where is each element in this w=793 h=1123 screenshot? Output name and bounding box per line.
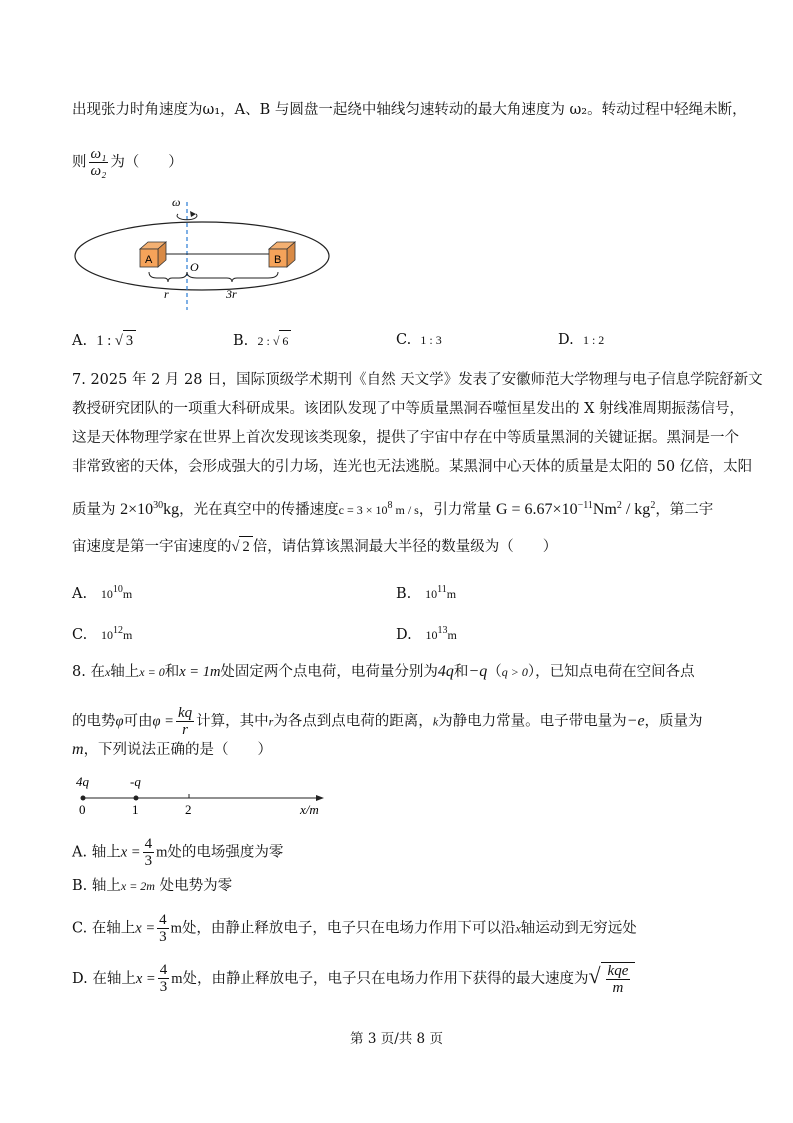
omega-ratio [89,146,109,179]
text: ，第二宇 [655,501,714,518]
text: ，光在真空中的传播速度 [179,501,339,518]
numerator: kq [177,705,193,721]
numerator: kqe [607,963,629,979]
var: φ [115,713,124,730]
option-value: 1 : 3 [420,333,442,347]
option-value: 1 : [96,333,115,349]
q7-option-b[interactable] [396,580,456,604]
text: 质量为 [72,501,121,518]
text: ），已知点电荷在空间各点 [527,664,695,680]
text: ，质量为 [644,713,703,730]
fraction [143,836,155,869]
text: 计算，其中 [196,713,269,730]
q7-option-a[interactable] [72,580,132,604]
sqrt-value: 2 [239,536,252,557]
equation: φ = [152,713,174,730]
unit: m [123,627,133,642]
axis-label: x/m [300,802,319,817]
q7-option-d[interactable] [396,621,457,645]
q8-option-d[interactable]: D. 在轴上x = $\frac{4}{3}$ m处，由静止释放电子，电子只在电场力作用下获得的最大速度为√ $\frac{\text{kqe}}{m}$ [72,962,635,996]
rotating-disk-figure [72,194,332,312]
exponent: −11 [577,500,593,511]
charge-label-1: 4q [76,774,89,789]
text: 则 [72,154,87,171]
q6-option-b[interactable]: B. 2 : √ 6 [233,330,291,351]
q6-stem-line1: 出现张力时角速度为ω₁，A、B 与圆盘一起绕中轴线匀速转动的最大角速度为 ω₂。转动过程中轻绳未断， [72,102,747,118]
q8-line2 [72,705,703,738]
q6-option-c[interactable] [396,330,442,350]
center-label: O [190,260,199,274]
tick-label-2: 2 [185,802,192,817]
q8-line3 [72,740,272,760]
speed-fraction [606,963,631,996]
text: 和 [453,664,469,680]
charge-label-2: -q [130,774,141,789]
exponent: 30 [153,500,164,511]
text: 宙速度是第一宇宙速度的 [72,539,232,555]
text: 轴上 [110,664,140,680]
var: r [268,714,274,729]
sqrt-value: 3 [123,330,136,351]
equation: x = [135,970,156,987]
fraction [157,912,169,945]
x-axis-figure [72,770,332,820]
r-label: r [164,287,169,301]
text: A. 轴上 [72,844,121,861]
text: 为（ ） [110,154,183,171]
numerator: ω₁ [90,146,107,162]
text: （ [487,664,502,680]
text: 处，由静止释放电子，电子只在电场力作用下获得的最大速度为 [182,970,589,987]
page-footer: 第 3 页/共 8 页 [350,1031,443,1047]
equation: x = [120,844,141,861]
unit: m / s [392,502,419,517]
q8-option-a[interactable] [72,836,283,869]
q8-line1 [72,662,695,682]
var: x [515,921,521,936]
unit: m [170,920,182,937]
text: 可由 [123,713,153,730]
text: 处的电场强度为零 [167,844,284,861]
q7-line2: 教授研究团队的一项重大科研成果。该团队发现了中等质量黑洞吞噬恒星发出的 X 射线准周期振荡信号， [72,401,745,417]
exponent: 11 [437,584,447,595]
block-a-label: A [145,254,153,266]
text: 轴运动到无穷远处 [520,920,637,937]
position: x = 1m [179,664,221,680]
exponent: 10 [112,584,123,595]
text: 的电势 [72,713,116,730]
sqrt-value: 6 [279,330,291,351]
denominator: ω₂ [90,163,107,179]
gravity-constant: G = 6.67×10 [495,500,578,518]
option-label: C. [72,626,88,643]
var: x [104,665,111,679]
exponent: 13 [437,625,448,636]
condition: q > 0 [501,665,528,679]
option-label: B. [396,585,412,602]
exponent: 8 [387,500,393,511]
potential-fraction [176,705,194,738]
text: 处固定两个点电荷，电荷量分别为 [220,664,438,680]
3r-label: 3r [226,287,237,301]
q7-line1: 7. 2025 年 2 月 28 日，国际顶级学术期刊《自然 天文学》发表了安徽师范大学物理与电子信息学院舒新文 [72,372,763,388]
q6-option-a[interactable]: A. 1 : √ 3 [72,330,136,351]
option-label: C. [396,332,412,348]
q8-option-b[interactable] [72,876,232,896]
brace-right [187,272,278,282]
denominator: 3 [144,853,153,869]
q6-stem-line2 [72,146,183,179]
denominator: 3 [159,979,168,996]
option-label: D. [396,626,412,643]
text: D. 在轴上 [72,970,136,987]
numerator: 4 [159,912,167,928]
arrowhead-icon [190,211,196,217]
light-speed: c = 3 × 10 [338,502,388,517]
block-b-label: B [274,254,282,266]
brace-left [149,272,187,282]
text: 为静电力常量。电子带电量为 [438,713,627,730]
text: C. 在轴上 [72,920,136,937]
text: 倍，请估算该黑洞最大半径的数量级为（ ） [252,539,558,555]
q7-line6: 宙速度是第一宇宙速度的√ 2 倍，请估算该黑洞最大半径的数量级为（ ） [72,536,557,557]
equation: x = 2m [120,879,155,893]
charge: −q [468,663,488,680]
option-label: A. [72,333,88,349]
text: 和 [164,664,180,680]
q7-line5: 质量为 $2\times 10^{30}kg$，光在真空中的传播速度$c = 3 \times 10^8$ m / s，引力常量 $G = 6.67\times 10^{-11}Nm^2 / kg^2$，第二宇 [72,500,714,518]
text: ，下列说法正确的是（ ） [83,742,273,758]
text: 处电势为零 [159,878,233,894]
q7-option-c[interactable] [72,621,132,645]
charge: −e [626,712,645,730]
axis-arrow-icon [316,795,324,801]
unit: / kg [621,500,651,518]
text: ，引力常量 [418,501,496,518]
text: B. 轴上 [72,878,121,894]
exponent: 12 [113,625,124,636]
option-value: 2 : [257,334,273,348]
unit: Nm [592,500,617,518]
fraction [158,962,170,995]
charge-point-1 [81,796,86,801]
option-label: D. [558,332,574,348]
unit: m [156,844,168,861]
tick-label-0: 0 [79,802,86,817]
position: x = 0 [139,665,165,679]
option-value: 10 [425,627,438,642]
option-value: 10 [101,627,114,642]
var: m [72,741,84,758]
var: k [432,714,439,729]
q8-option-c[interactable] [72,912,637,945]
unit: m [122,586,133,601]
numerator: 4 [144,836,153,852]
equation: x = [135,920,156,937]
text: 为各点到点电荷的距离， [273,713,433,730]
unit: m [171,970,183,987]
charge: 4q [437,663,454,680]
unit: kg [163,500,180,518]
omega-label: ω [172,195,181,209]
option-label: B. [233,333,249,349]
option-value: 10 [425,586,438,601]
denominator: r [182,722,188,738]
numerator: 4 [159,962,168,979]
charge-point-2 [134,796,139,801]
q7-line3: 这是天体物理学家在世界上首次发现该类现象，提供了宇宙中存在中等质量黑洞的关键证据。黑洞是一个 [72,430,739,446]
tick-label-1: 1 [132,802,139,817]
q6-option-d[interactable] [558,330,604,350]
text: 处，由静止释放电子，电子只在电场力作用下可以沿 [181,920,516,937]
denominator: 3 [159,929,167,945]
option-value: 10 [100,586,113,601]
denominator: m [612,980,624,996]
text: 8. 在 [72,664,105,680]
option-value: 1 : 2 [582,333,605,347]
option-label: A. [72,585,88,602]
unit: m [447,627,457,642]
sun-mass: 2×10 [120,500,154,518]
unit: m [446,586,457,601]
q7-line4: 非常致密的天体，会形成强大的引力场，连光也无法逃脱。某黑洞中心天体的质量是太阳的 50 亿倍，太阳 [72,459,753,475]
